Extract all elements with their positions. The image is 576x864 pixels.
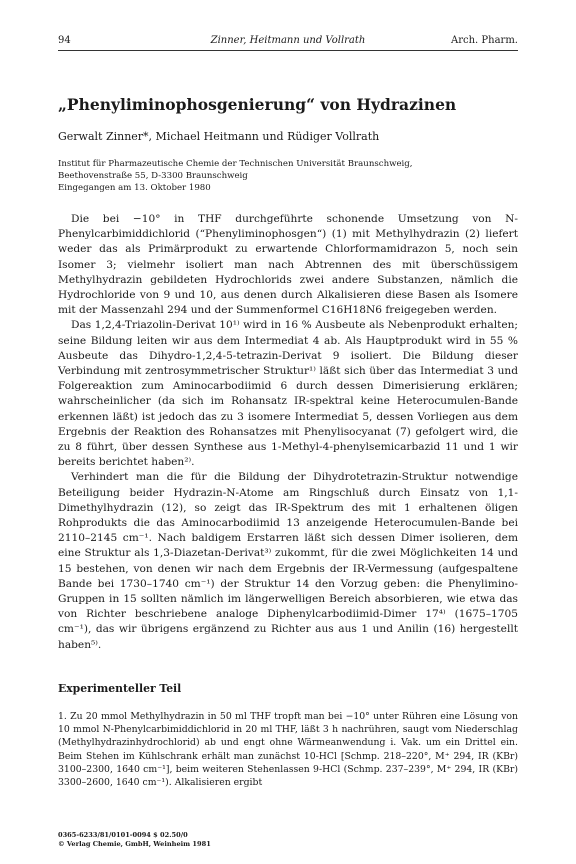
journal-name: Arch. Pharm. xyxy=(451,35,518,46)
experimental-paragraph: 1. Zu 20 mmol Methylhydrazin in 50 ml THF tropft man bei −10° unter Rühren eine Lösung von 10 mmol N-Phenylcarbimiddichlorid in 20 ml THF, läßt 3 h nachrühren, saugt vom Niederschlag (Methylhydrazinhydrochlorid) ab und engt ohne Wärmeanwendung i. Vak. um ein Drittel ein. Beim Stehen im Kühlschrank erhält man zunächst 10-HCl [Schmp. 218–220°, M⁺ 294, IR (KBr) 3100–2300, 1640 cm⁻¹], beim weiteren Stehenlassen 9-HCl (Schmp. 237–239°, M⁺ 294, IR (KBr) 3300–2600, 1640 cm⁻¹). Alkalisieren ergibt xyxy=(58,711,518,789)
page-number: 94 xyxy=(58,35,71,46)
copyright-notice: © Verlag Chemie, GmbH, Weinheim 1981 xyxy=(58,840,211,848)
article-title: „Phenyliminophosgenierung“ von Hydrazinen xyxy=(58,95,457,114)
doi-code: 0365-6233/81/0101-0094 $ 02.50/0 xyxy=(58,831,188,839)
section-heading-experimental: Experimenteller Teil xyxy=(58,682,182,695)
running-head-authors: Zinner, Heitmann und Vollrath xyxy=(210,35,366,46)
experimental-section xyxy=(58,710,518,789)
affiliation-block xyxy=(58,158,413,194)
received-date: Eingegangen am 13. Oktober 1980 xyxy=(58,183,211,193)
body-paragraph: Verhindert man die für die Bildung der Dihydrotetrazin-Struktur notwendige Beteiligung beider Hydrazin-N-Atome am Ringschluß durch Einsatz von 1,1-Dimethylhydrazin (12), so zeigt das IR-Spektrum des mit 1 erhaltenen öligen Rohprodukts die das Aminocarbodiimid 13 anzeigende Heterocumulen-Bande bei 2110–2145 cm⁻¹. Nach baldigem Erstarren läßt sich dessen Dimer isolieren, dem eine Struktur als 1,3-Diazetan-Derivat³⁾ zukommt, für die zwei Möglichkeiten 14 und 15 bestehen, von denen wir nach dem Ergebnis der IR-Vermessung (aufgespaltene Bande bei 1730–1740 cm⁻¹) der Struktur 14 den Vorzug geben: die Phenylimino-Gruppen in 15 sollten nämlich im längerwelligen Bereich absorbieren, wie etwa das von Richter beschriebene analoge Diphenylcarbodiimid-Dimer 17⁴⁾ (1675–1705 cm⁻¹), das wir übrigens ergänzend zu Richter aus aus 1 und Anilin (16) hergestellt haben⁵⁾. xyxy=(58,471,518,651)
affiliation-line: Institut für Pharmazeutische Chemie der Technischen Universität Braunschweig, xyxy=(58,159,413,169)
article-body xyxy=(58,212,518,653)
body-paragraph: Die bei −10° in THF durchgeführte schonende Umsetzung von N-Phenylcarbimiddichlorid (“Phenyliminophosgen“) (1) mit Methylhydrazin (2) liefert weder das als Primärprodukt zu erwartende Chlorformamidrazon 5, noch sein Isomer 3; vielmehr isoliert man nach Abtrennen des mit überschüssigem Methylhydrazin gebildeten Hydrochlorids zwei andere Substanzen, nämlich die Hydrochloride von 9 und 10, aus denen durch Alkalisieren diese Basen als Isomere mit der Massenzahl 294 und der Summenformel C16H18N6 freigegeben werden. xyxy=(58,213,518,317)
affiliation-line: Beethovenstraße 55, D-3300 Braunschweig xyxy=(58,171,248,181)
body-paragraph: Das 1,2,4-Triazolin-Derivat 10¹⁾ wird in 16 % Ausbeute als Nebenprodukt erhalten; seine Bildung leiten wir aus dem Intermediat 4 ab. Als Hauptprodukt wird in 55 % Ausbeute das Dihydro-1,2,4-5-tetrazin-Derivat 9 isoliert. Die Bildung dieser Verbindung mit zentrosymmetrischer Struktur¹⁾ läßt sich über das Intermediat 3 und Folgereaktion zum Aminocarbodiimid 6 durch dessen Dimerisierung erklären; wahrscheinlicher (da sich im Rohansatz IR-spektral keine Heterocumulen-Bande erkennen läßt) ist jedoch das zu 3 isomere Intermediat 5, dessen Vorliegen aus dem Ergebnis der Reaktion des Rohansatzes mit Phenylisocyanat (7) gefolgert wird, die zu 8 führt, über dessen Synthese aus 1-Methyl-4-phenylsemicarbazid 11 und 1 wir bereits berichtet haben²⁾. xyxy=(58,319,518,469)
running-head xyxy=(58,34,518,51)
page-footer xyxy=(58,831,211,849)
author-list: Gerwalt Zinner*, Michael Heitmann und Rüdiger Vollrath xyxy=(58,130,380,143)
